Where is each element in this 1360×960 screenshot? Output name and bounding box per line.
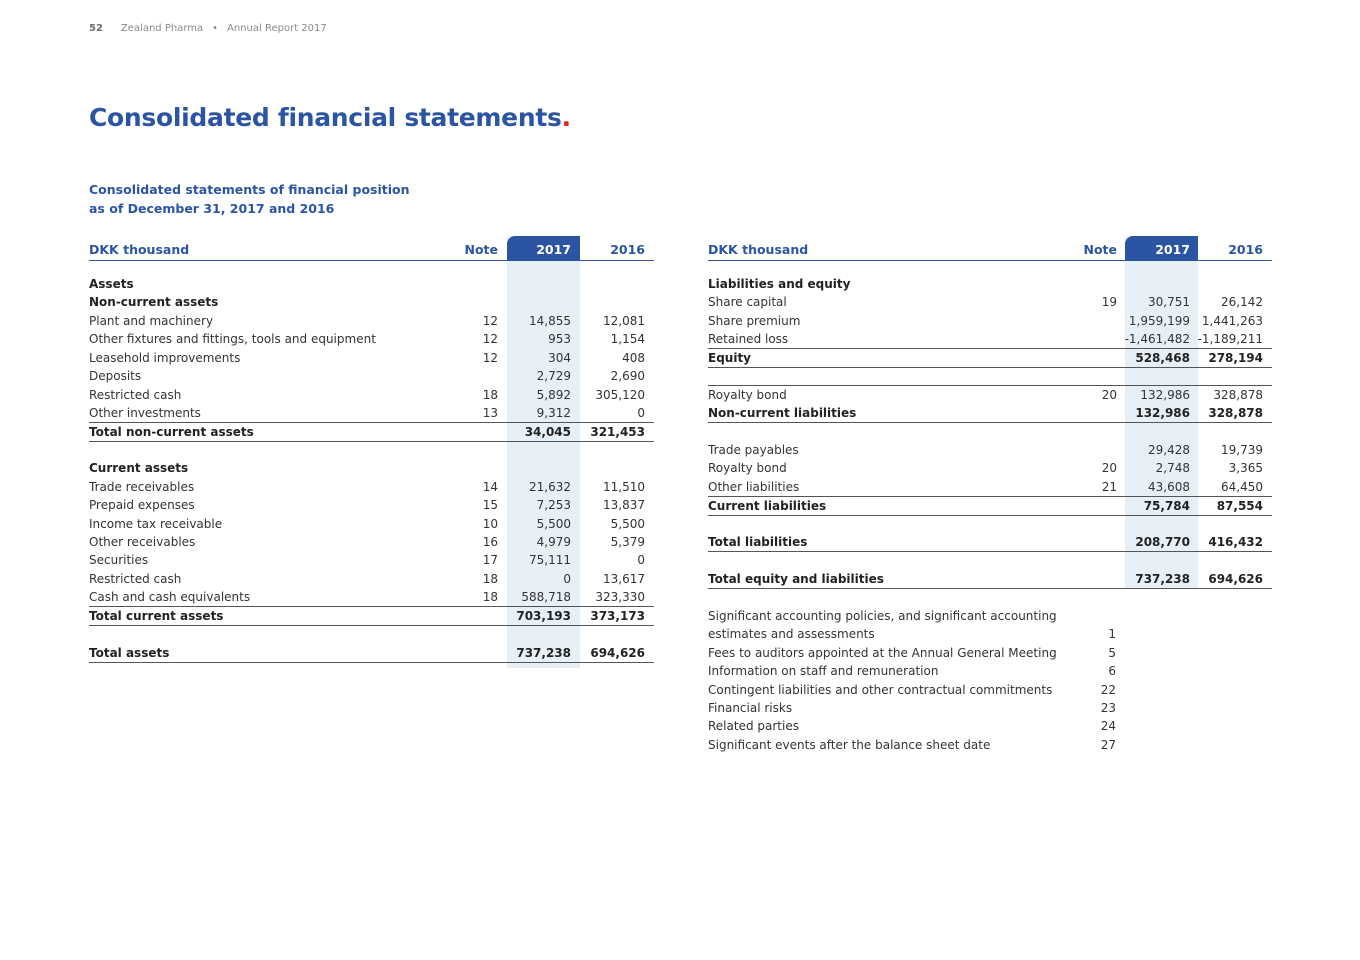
- row-value-2016: 0: [637, 553, 645, 567]
- table-row-grand-total: [89, 644, 654, 663]
- row-note: 19: [1101, 295, 1117, 309]
- row-value-2016: 694,626: [590, 646, 645, 660]
- table-row: [89, 349, 654, 367]
- row-value-2017: 4,979: [536, 535, 571, 549]
- row-label: Current assets: [89, 461, 189, 475]
- row-label: Retained loss: [708, 332, 789, 346]
- table-row: [708, 312, 1272, 330]
- row-label: Income tax receivable: [89, 517, 223, 531]
- table-row: [708, 385, 1272, 404]
- row-value-2017: 588,718: [521, 590, 571, 604]
- row-value-2017: 208,770: [1135, 535, 1190, 549]
- row-note: 10: [482, 517, 498, 531]
- list-item: [708, 736, 1118, 754]
- row-value-2017: 14,855: [529, 314, 571, 328]
- row-label: Total non-current assets: [89, 425, 254, 439]
- list-item: [708, 662, 1118, 680]
- row-value-2016: 5,379: [610, 535, 645, 549]
- row-value-2017: 43,608: [1148, 480, 1190, 494]
- row-label: Non-current liabilities: [708, 406, 857, 420]
- row-value-2017: 737,238: [1135, 572, 1190, 586]
- row-value-2017: 1,959,199: [1128, 314, 1190, 328]
- note-number: 27: [1100, 737, 1116, 752]
- row-value-2016: 19,739: [1221, 443, 1263, 457]
- header-2017: 2017: [1155, 242, 1190, 257]
- row-value-2016: 1,441,263: [1201, 314, 1263, 328]
- row-label: Restricted cash: [89, 572, 182, 586]
- row-value-2016: 408: [622, 351, 645, 365]
- row-value-2016: 0: [637, 406, 645, 420]
- table-row: [89, 551, 654, 569]
- row-value-2017: 34,045: [524, 425, 571, 439]
- header-2016: 2016: [1228, 242, 1263, 257]
- row-value-2016: 87,554: [1216, 499, 1263, 513]
- row-label: Other investments: [89, 406, 201, 420]
- table-row-total: [89, 422, 654, 442]
- table-row: [89, 515, 654, 533]
- subtitle-line-2: as of December 31, 2017 and 2016: [89, 201, 335, 216]
- table-row: [708, 275, 1272, 293]
- row-label: Cash and cash equivalents: [89, 590, 251, 604]
- row-value-2016: 373,173: [590, 609, 645, 623]
- row-value-2017: 29,428: [1148, 443, 1190, 457]
- row-label: Prepaid expenses: [89, 498, 195, 512]
- table-row: [89, 330, 654, 348]
- note-number: 1: [1108, 627, 1116, 642]
- row-note: 18: [482, 590, 498, 604]
- header-2017: 2017: [536, 242, 571, 257]
- row-note: 13: [482, 406, 498, 420]
- row-value-2017: 5,500: [536, 517, 571, 531]
- row-value-2016: 64,450: [1221, 480, 1263, 494]
- note-number: 22: [1100, 682, 1116, 697]
- row-value-2016: 323,330: [595, 590, 645, 604]
- row-label: Share capital: [708, 295, 787, 309]
- row-value-2017: -1,461,482: [1124, 332, 1190, 346]
- row-value-2017: 75,111: [529, 553, 571, 567]
- table-row: [89, 496, 654, 514]
- table-row-total: [708, 404, 1272, 423]
- row-label: Liabilities and equity: [708, 277, 851, 291]
- list-item: [708, 681, 1118, 699]
- table-row: [708, 330, 1272, 348]
- row-note: 12: [482, 332, 498, 346]
- row-value-2017: 304: [548, 351, 571, 365]
- table-row: [89, 312, 654, 330]
- row-label: Leasehold improvements: [89, 351, 241, 365]
- row-label: Royalty bond: [708, 461, 787, 475]
- row-value-2016: 13,837: [603, 498, 645, 512]
- row-value-2016: 13,617: [603, 572, 645, 586]
- header-note: Note: [1083, 242, 1117, 257]
- table-row: [89, 404, 654, 422]
- table-header-row: [89, 237, 654, 261]
- table-row-total: [89, 606, 654, 626]
- row-value-2017: 5,892: [536, 388, 571, 402]
- table-row-total: [708, 533, 1272, 552]
- header-label: DKK thousand: [708, 242, 809, 257]
- table-row: [89, 478, 654, 496]
- note-number: 5: [1108, 645, 1116, 660]
- row-value-2017: 7,253: [536, 498, 571, 512]
- liabilities-table: [708, 0, 1272, 960]
- header-separator: •: [212, 23, 219, 34]
- row-label: Share premium: [708, 314, 801, 328]
- table-row: [89, 293, 654, 311]
- row-note: 15: [482, 498, 498, 512]
- row-label: Total liabilities: [708, 535, 808, 549]
- note-text: Financial risks: [708, 701, 793, 716]
- row-note: 21: [1101, 480, 1117, 494]
- row-label: Restricted cash: [89, 388, 182, 402]
- row-value-2016: 328,878: [1208, 406, 1263, 420]
- row-note: 18: [482, 572, 498, 586]
- note-text: Fees to auditors appointed at the Annual General Meeting: [708, 645, 1057, 660]
- row-value-2016: 416,432: [1208, 535, 1263, 549]
- row-note: 14: [482, 480, 498, 494]
- row-label: Other receivables: [89, 535, 196, 549]
- assets-table: [89, 0, 654, 960]
- table-row: [708, 459, 1272, 477]
- row-note: 12: [482, 314, 498, 328]
- row-value-2016: 1,154: [610, 332, 645, 346]
- row-note: 20: [1101, 388, 1117, 402]
- row-value-2016: 278,194: [1208, 351, 1263, 365]
- row-label: Assets: [89, 277, 134, 291]
- row-value-2016: 694,626: [1208, 572, 1263, 586]
- row-value-2017: 2,729: [536, 369, 571, 383]
- note-number: 6: [1108, 664, 1116, 679]
- table-row: [89, 367, 654, 385]
- row-value-2016: 12,081: [603, 314, 645, 328]
- list-item: [708, 699, 1118, 717]
- row-value-2017: 528,468: [1135, 351, 1190, 365]
- table-row: [708, 441, 1272, 459]
- page-title-text: Consolidated financial statements: [89, 103, 562, 132]
- page-number: 52: [89, 23, 103, 34]
- table-row-grand-total: [708, 570, 1272, 589]
- row-label: Total equity and liabilities: [708, 572, 884, 586]
- table-row: [89, 533, 654, 551]
- row-label: Securities: [89, 553, 149, 567]
- table-row: [89, 459, 654, 477]
- subtitle-line-1: Consolidated statements of financial position: [89, 182, 410, 197]
- row-label: Total current assets: [89, 609, 224, 623]
- list-item: [708, 607, 1118, 644]
- table-header-row: [708, 237, 1272, 261]
- table-row: [89, 275, 654, 293]
- note-text: Information on staff and remuneration: [708, 664, 939, 679]
- note-number: 23: [1100, 701, 1116, 716]
- title-period: .: [561, 103, 571, 132]
- row-label: Other fixtures and fittings, tools and equipment: [89, 332, 376, 346]
- row-value-2017: 953: [548, 332, 571, 346]
- note-number: 24: [1100, 719, 1116, 734]
- table-row: [89, 386, 654, 404]
- table-row: [708, 293, 1272, 311]
- row-note: 17: [482, 553, 498, 567]
- table-row-total: [708, 496, 1272, 516]
- row-value-2017: 737,238: [516, 646, 571, 660]
- row-note: 12: [482, 351, 498, 365]
- row-value-2016: 2,690: [610, 369, 645, 383]
- row-value-2017: 75,784: [1143, 499, 1190, 513]
- row-value-2017: 703,193: [516, 609, 571, 623]
- table-row: [708, 478, 1272, 496]
- report-name: Annual Report 2017: [227, 23, 327, 34]
- row-value-2016: 11,510: [603, 480, 645, 494]
- note-text: Related parties: [708, 719, 799, 734]
- table-row-total: [708, 348, 1272, 368]
- company-name: Zealand Pharma: [120, 23, 204, 34]
- row-value-2017: 132,986: [1135, 406, 1190, 420]
- header-2016: 2016: [610, 242, 645, 257]
- row-value-2016: 305,120: [595, 388, 645, 402]
- table-row: [89, 570, 654, 588]
- row-value-2016: 5,500: [610, 517, 645, 531]
- header-label: DKK thousand: [89, 242, 190, 257]
- row-value-2016: 328,878: [1213, 388, 1263, 402]
- note-text: Contingent liabilities and other contractual commitments: [708, 682, 1053, 697]
- table-row: [89, 588, 654, 606]
- row-label: Other liabilities: [708, 480, 800, 494]
- row-note: 20: [1101, 461, 1117, 475]
- row-label: Deposits: [89, 369, 142, 383]
- row-value-2017: 2,748: [1155, 461, 1190, 475]
- row-label: Trade receivables: [89, 480, 195, 494]
- note-text: Significant accounting policies, and significant accounting estimates and assessments: [708, 609, 1057, 642]
- row-label: Plant and machinery: [89, 314, 214, 328]
- row-value-2016: 3,365: [1228, 461, 1263, 475]
- row-value-2017: 0: [563, 572, 571, 586]
- row-label: Total assets: [89, 646, 170, 660]
- note-text: Significant events after the balance sheet date: [708, 737, 991, 752]
- header-note: Note: [464, 242, 498, 257]
- row-value-2016: -1,189,211: [1197, 332, 1263, 346]
- row-value-2016: 321,453: [590, 425, 645, 439]
- row-label: Equity: [708, 351, 752, 365]
- row-value-2017: 9,312: [536, 406, 571, 420]
- row-value-2016: 26,142: [1221, 295, 1263, 309]
- row-value-2017: 21,632: [529, 480, 571, 494]
- row-note: 16: [482, 535, 498, 549]
- list-item: [708, 644, 1118, 662]
- list-item: [708, 717, 1118, 735]
- row-value-2017: 30,751: [1148, 295, 1190, 309]
- row-label: Trade payables: [708, 443, 799, 457]
- row-label: Royalty bond: [708, 388, 787, 402]
- row-value-2017: 132,986: [1140, 388, 1190, 402]
- notes-reference-list: [708, 607, 1118, 754]
- row-note: 18: [482, 388, 498, 402]
- row-label: Non-current assets: [89, 295, 219, 309]
- row-label: Current liabilities: [708, 499, 827, 513]
